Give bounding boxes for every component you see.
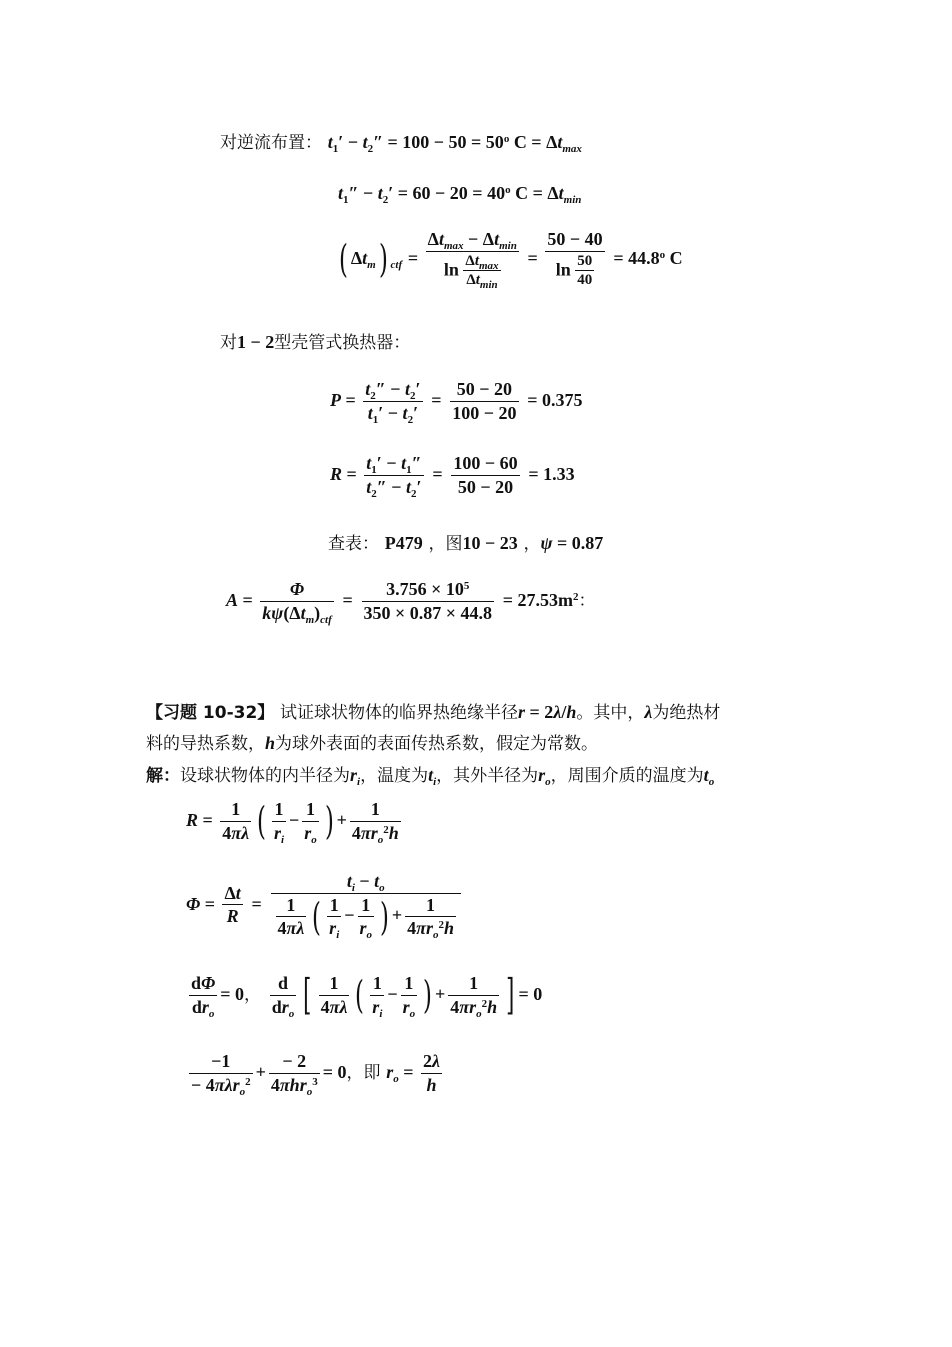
heat-flow-equation: Φ = $\frac{\Delta t}{R}$ = $t_i - t_o$ $\frac{1}{4\pi\lambda}$ ( $\frac{1}{r_i}$ − $\frac{1}{r_o}$ ) + $\frac{1}{4\pi r_o^2h}$ xyxy=(186,870,464,940)
lmtd-fraction-1: $\Delta t_{max} - \Delta t_{min}$ ln $\frac{\Delta t_{max}}{\Delta t_{min}}$ xyxy=(427,229,517,292)
resistance-equation: R = $\frac{1}{4\pi\lambda}$ ( $\frac{1}{r_i}$ − $\frac{1}{r_o}$ ) + $\frac{1}{4\pi r_o^2h}$ xyxy=(186,799,399,846)
counterflow-line: 对逆流布置： $t_1' - t_2'' = 100 - 50 = 50^o$ $C = \Delta t_{max}$ xyxy=(220,132,582,155)
r-equation: R = $\frac{t_1' - t_1''}{t_2'' - t_2'}$ = $\frac{100 - 60}{50 - 20}$ = 1.33 xyxy=(330,453,575,500)
problem-statement-line2: 料的导热系数，h为球外表面的表面传热系数，假定为常数。 xyxy=(146,733,599,754)
lmtd-fraction-2: 50 − 40 ln $\frac{50}{40}$ xyxy=(547,229,603,289)
derivative-equation: $\frac{d\Phi}{dr_o}$ = 0， $\frac{d}{dr_o}$ [ $\frac{1}{4\pi\lambda}$ ( $\frac{1}{r_i}$ − $\frac{1}{r_o}$ ) + $\frac{1}{4\pi r_o^2h}$ ] = 0 xyxy=(191,970,543,1020)
counterflow-label: 对逆流布置： xyxy=(220,133,322,153)
final-equation: $\frac{-1}{- 4\pi\lambda r_o^2}$ + $\frac{- 2}{4\pi hr_o^3}$ = 0，即 $r_o$ = $\frac{2\lambda}{h}$ xyxy=(191,1051,440,1098)
solution-intro: 解：设球状物体的内半径为$r_i$，温度为$t_i$，其外半径为$r_o$，周围介质的温度为$t_o$ xyxy=(146,765,715,788)
problem-statement-line1: 【习题 10-32】 试证球状物体的临界热绝缘半径r = 2λ/h。其中，λ为绝热材 xyxy=(146,702,721,723)
dtmin-equation: $t_1'' - t_2' = 60 - 20 = 40^o$ $C = \Delta t_{min}$ xyxy=(338,183,582,206)
area-equation: A = $\frac{\Phi}{k\psi(\Delta t_m)_{ctf}}$ = $\frac{3.756 \times 10^5}{350 \times 0.87 \times 44.8}$ = $27.53m^2$： xyxy=(226,579,596,626)
shell-tube-label: 对1 − 2型壳管式换热器： xyxy=(220,332,411,353)
lookup-line: 查表： P479 ，图10 − 23 ，ψ = 0.87 xyxy=(328,533,604,554)
lmtd-equation: ( $\Delta t_m$) $_{ctf}$ = $\Delta t_{max} - \Delta t_{min}$ ln $\frac{\Delta t_{max}}{\Delta t_{min}}$ = 50 − 40 ln $\frac{50}{40}$ = $44.8^o$ C xyxy=(338,229,683,292)
p-equation: P = $\frac{t_2'' - t_2'}{t_1' - t_2'}$ = $\frac{50 - 20}{100 - 20}$ = 0.375 xyxy=(330,379,583,426)
